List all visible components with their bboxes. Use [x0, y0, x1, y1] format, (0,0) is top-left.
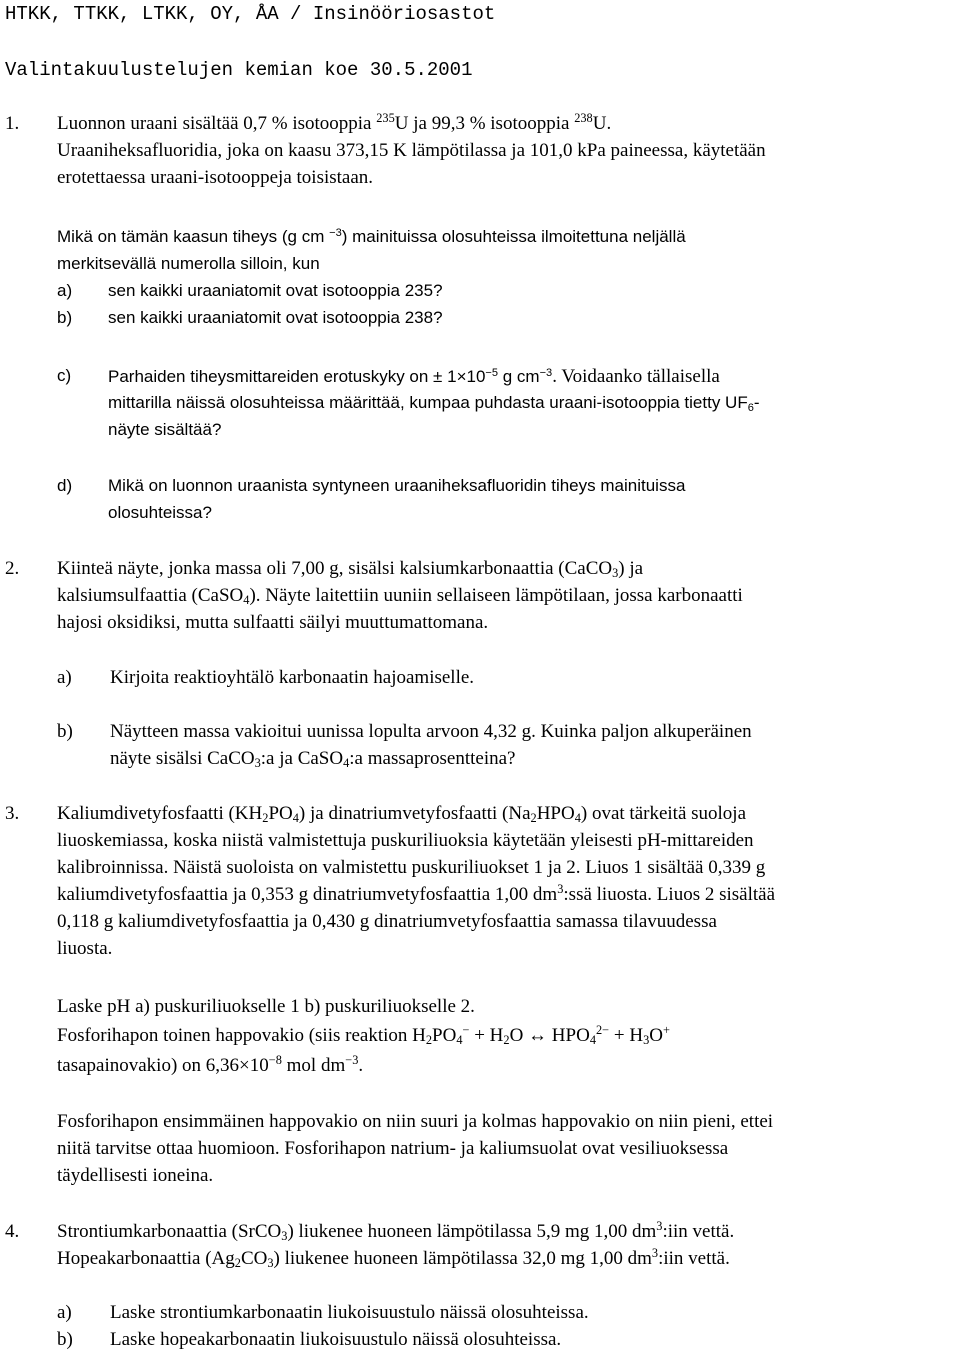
q2-b-line-1: Näytteen massa vakioitui uunissa lopulta arvoon 4,32 g. Kuinka paljon alkuperäinen: [110, 721, 752, 742]
question-1-prompt-line-2: merkitsevällä numerolla silloin, kun: [57, 254, 320, 273]
question-1-line-1: Luonnon uraani sisältää 0,7 % isotooppia $^{235}$U ja 99,3 % isotooppia $^{238}$U.: [57, 111, 612, 134]
document-header: HTKK, TTKK, LTKK, OY, ÅA / Insinööriosastot: [5, 3, 496, 25]
question-3-constant-line: tasapainovakio) on $6,36\times 10^{-8}$ mol $dm^{-3}$.: [57, 1053, 364, 1076]
q1-d-line-1: Mikä on luonnon uraanista syntyneen uraaniheksafluoridin tiheys mainituissa: [108, 476, 686, 495]
question-3-reaction-line: Fosforihapon toinen happovakio (siis reaktion $H_2PO_4^- + H_2O$ ↔ $HPO_4^{2-} + H_3O^+$: [57, 1023, 670, 1048]
question-1-prompt-line-1: Mikä on tämän kaasun tiheys (g cm $^{-3}$) mainituissa olosuhteissa ilmoitettuna neljällä: [57, 226, 686, 246]
q2-a-label: a): [57, 667, 72, 688]
q2-a-text: Kirjoita reaktioyhtälö karbonaatin hajoamiselle.: [110, 667, 475, 688]
q1-d-label: d): [57, 476, 73, 495]
question-3-line-6: liuosta.: [57, 938, 113, 959]
q4-b-label: b): [57, 1329, 73, 1350]
q1-b-label: b): [57, 308, 73, 327]
q1-b-text: sen kaikki uraaniatomit ovat isotooppia 238?: [108, 308, 443, 327]
q1-d-line-2: olosuhteissa?: [108, 503, 212, 522]
q1-a-label: a): [57, 281, 73, 300]
exam-title: Valintakuulustelujen kemian koe 30.5.2001: [5, 59, 473, 81]
question-3-line-1: Kaliumdivetyfosfaatti $(KH_2PO_4)$ ja dinatriumvetyfosfaatti $(Na_2HPO_4)$ ovat tärkeitä suoloja: [57, 803, 747, 826]
q1-a-text: sen kaikki uraaniatomit ovat isotooppia 235?: [108, 281, 443, 300]
question-3-line-5: 0,118 g kaliumdivetyfosfaattia ja 0,430 g dinatriumvetyfosfaattia samassa tilavuudessa: [57, 911, 717, 932]
q2-b-line-2: näyte sisälsi CaCO$_3$:a ja CaSO$_4$:a massaprosentteina?: [110, 748, 516, 771]
question-2-line-2: kalsiumsulfaattia (CaSO$_4$). Näyte laitettiin uuniin sellaiseen lämpötilaan, jossa karbonaatti: [57, 585, 743, 608]
q1-c-label: c): [57, 366, 72, 385]
question-3-note-line-1: Fosforihapon ensimmäinen happovakio on niin suuri ja kolmas happovakio on niin pieni, ettei: [57, 1111, 774, 1132]
question-1-line-3: erotettaessa uraani-isotooppeja toisistaan.: [57, 167, 374, 188]
question-3-task: Laske pH a) puskuriliuokselle 1 b) puskuriliuokselle 2.: [57, 996, 475, 1017]
question-3-number: 3.: [5, 803, 20, 824]
question-4-line-2: Hopeakarbonaattia $(Ag_2CO_3)$ liukenee huoneen lämpötilassa 32,0 mg 1,00 $dm^3:iin$ vettä.: [57, 1246, 730, 1271]
question-3-line-4: kaliumdivetyfosfaattia ja 0,353 g dinatriumvetyfosfaattia 1,00 $dm^3:ssä$ liuosta. Liuos 2 sisältää: [57, 882, 776, 905]
question-1-number: 1.: [5, 113, 20, 134]
q4-a-label: a): [57, 1302, 72, 1323]
question-2-line-1: Kiinteä näyte, jonka massa oli 7,00 g, sisälsi kalsiumkarbonaattia (CaCO$_3$) ja: [57, 558, 644, 581]
question-3-line-3: kalibroinnissa. Näistä suoloista on valmistettu puskuriliuokset 1 ja 2. Liuos 1 sisältää 0,339 g: [57, 857, 766, 878]
q1-c-line-3: näyte sisältää?: [108, 420, 222, 439]
question-2-number: 2.: [5, 558, 20, 579]
question-1-line-2: Uraaniheksafluoridia, joka on kaasu 373,15 K lämpötilassa ja 101,0 kPa paineessa, käytetään: [57, 140, 766, 161]
question-4-number: 4.: [5, 1221, 20, 1242]
q1-c-line-2: mittarilla näissä olosuhteissa määrittää, kumpaa puhdasta uraani-isotooppia tietty $UF_6-$: [108, 393, 760, 414]
question-3-note-line-2: niitä tarvitse ottaa huomioon. Fosforihapon natrium- ja kaliumsuolat ovat vesiliuoksessa: [57, 1138, 729, 1159]
q4-b-text: Laske hopeakarbonaatin liukoisuustulo näissä olosuhteissa.: [110, 1329, 562, 1350]
q4-a-text: Laske strontiumkarbonaatin liukoisuustulo näissä olosuhteissa.: [110, 1302, 589, 1323]
question-3-note-line-3: täydellisesti ioneina.: [57, 1165, 214, 1186]
q2-b-label: b): [57, 721, 73, 742]
q1-c-line-1: Parhaiden tiheysmittareiden erotuskyky on ± $1\times 10^{-5}$ g $cm^{-3}$. Voidaanko tällaisella: [108, 366, 720, 387]
question-4-line-1: Strontiumkarbonaattia (SrCO$_3$) liukenee huoneen lämpötilassa 5,9 mg 1,00 $dm^3:iin$ vettä.: [57, 1219, 735, 1244]
question-3-line-2: liuoskemiassa, koska niistä valmistettuja puskuriliuoksia käytetään yleisesti pH-mittareiden: [57, 830, 754, 851]
question-2-line-3: hajosi oksidiksi, mutta sulfaatti säilyi muuttumattomana.: [57, 612, 489, 633]
